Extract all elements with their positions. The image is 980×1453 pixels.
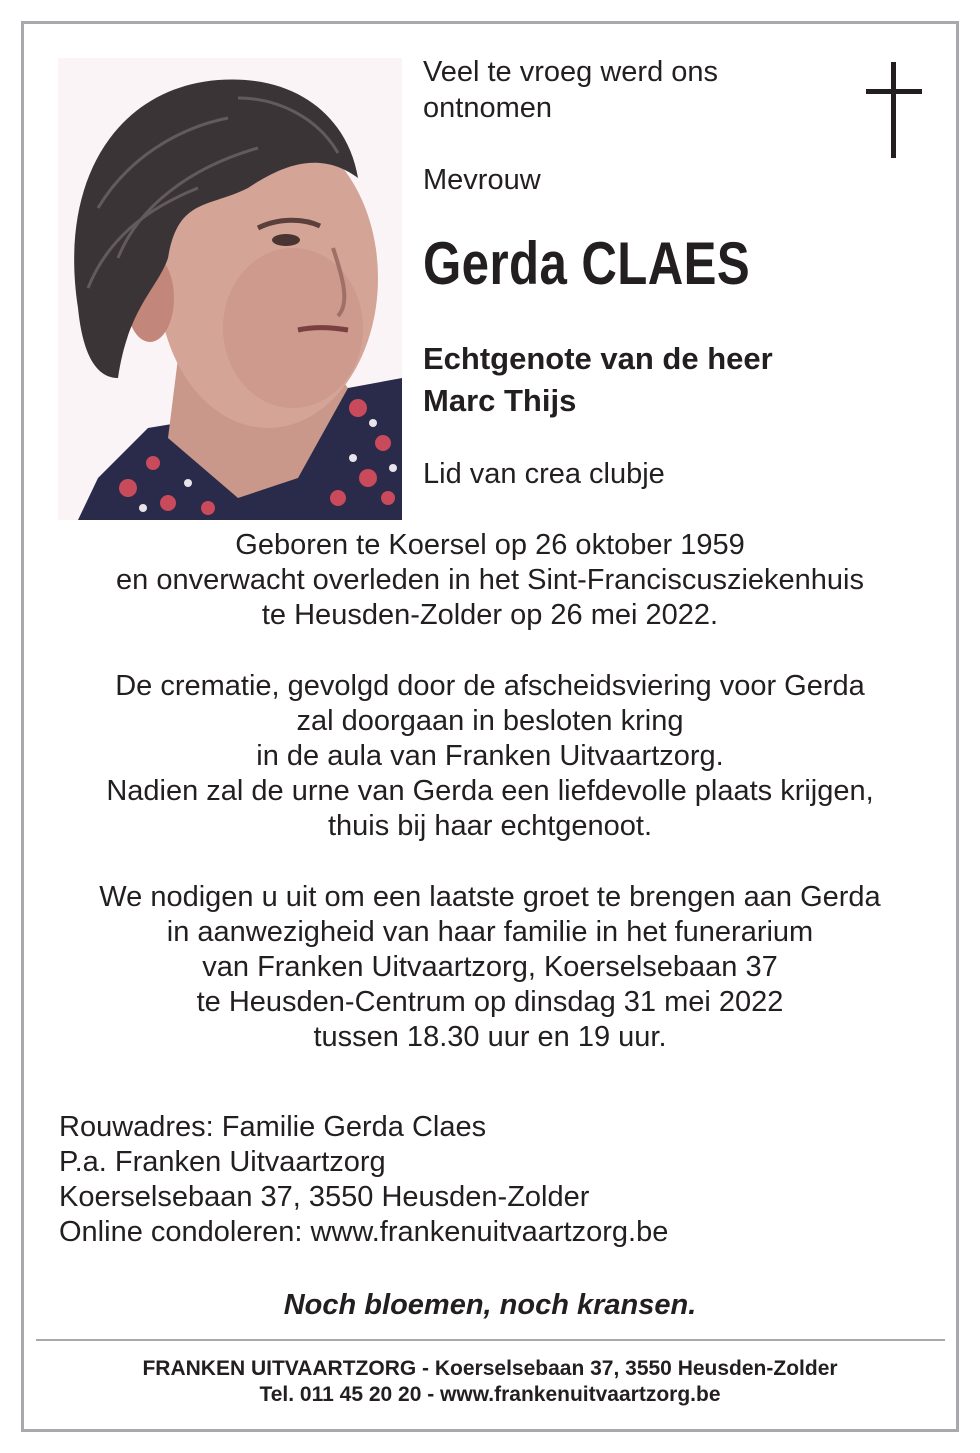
address-line: P.a. Franken Uitvaartzorg — [59, 1146, 386, 1178]
paragraph-line: te Heusden-Centrum op dinsdag 31 mei 2022 — [196, 986, 784, 1018]
spouse-line: Echtgenote van de heer — [423, 341, 773, 376]
address-line: Koerselsebaan 37, 3550 Heusden-Zolder — [59, 1181, 590, 1213]
birth-death-paragraph — [40, 528, 940, 633]
address-line: Online condoleren: www.frankenuitvaartzorg.be — [59, 1216, 669, 1248]
paragraph-line: te Heusden-Zolder op 26 mei 2022. — [261, 599, 719, 631]
intro-line: ontnomen — [423, 92, 552, 124]
latin-cross-icon — [866, 62, 922, 158]
ceremony-paragraph — [40, 669, 940, 844]
mourning-address — [59, 1110, 668, 1250]
spouse-line: Marc Thijs — [423, 383, 577, 418]
paragraph-line: in de aula van Franken Uitvaartzorg. — [256, 740, 724, 772]
paragraph-line: tussen 18.30 uur en 19 uur. — [313, 1021, 667, 1053]
spouse-info — [423, 338, 773, 422]
deceased-name: Gerda CLAES — [423, 230, 751, 297]
paragraph-line: en onverwacht overleden in het Sint-Franciscusziekenhuis — [116, 564, 864, 596]
paragraph-line: zal doorgaan in besloten kring — [296, 705, 684, 737]
paragraph-line: De crematie, gevolgd door de afscheidsviering voor Gerda — [115, 670, 865, 702]
paragraph-line: We nodigen u uit om een laatste groet te brengen aan Gerda — [99, 881, 881, 913]
footer-line: FRANKEN UITVAARTZORG - Koerselsebaan 37, 3550 Heusden-Zolder — [142, 1357, 838, 1380]
intro-line: Veel te vroeg werd ons — [423, 56, 719, 88]
footer-divider — [36, 1339, 945, 1341]
membership-text: Lid van crea clubje — [423, 458, 665, 490]
paragraph-line: in aanwezigheid van haar familie in het funerarium — [166, 916, 814, 948]
paragraph-line: van Franken Uitvaartzorg, Koerselsebaan 37 — [202, 951, 778, 983]
footer-line: Tel. 011 45 20 20 - www.frankenuitvaartzorg.be — [259, 1383, 721, 1406]
funeral-home-footer — [40, 1356, 940, 1408]
no-flowers-notice: Noch bloemen, noch kransen. — [283, 1289, 697, 1321]
portrait-illustration — [58, 58, 402, 520]
honorific: Mevrouw — [423, 164, 541, 196]
visitation-paragraph — [40, 880, 940, 1055]
portrait-photo — [58, 58, 402, 520]
address-line: Rouwadres: Familie Gerda Claes — [59, 1111, 487, 1143]
intro-text — [423, 54, 718, 126]
paragraph-line: thuis bij haar echtgenoot. — [327, 810, 653, 842]
paragraph-line: Geboren te Koersel op 26 oktober 1959 — [235, 529, 745, 561]
paragraph-line: Nadien zal de urne van Gerda een liefdevolle plaats krijgen, — [106, 775, 874, 807]
